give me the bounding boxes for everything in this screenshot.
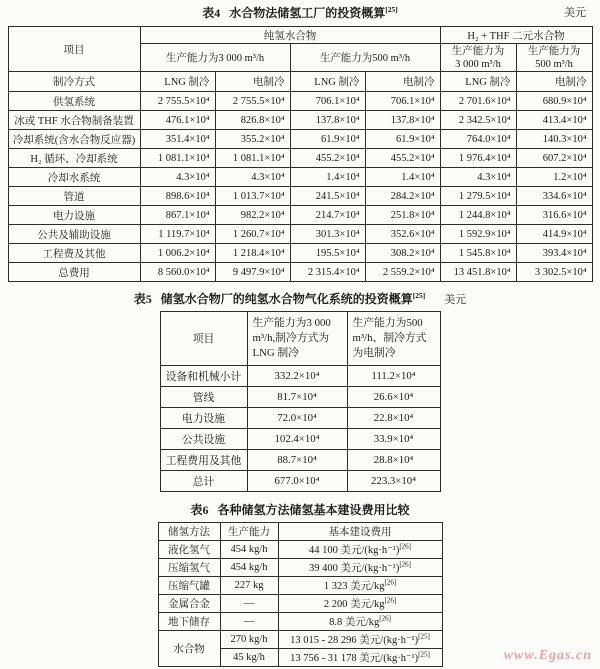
table5-caption-label: 表5 bbox=[133, 292, 152, 306]
table5-caption-ref: [25] bbox=[412, 291, 426, 300]
value-cell: 1.4×10⁴ bbox=[290, 168, 365, 187]
value-cell: 607.2×10⁴ bbox=[516, 149, 592, 168]
value-cell: 414.9×10⁴ bbox=[516, 225, 592, 244]
value-cell: 706.1×10⁴ bbox=[365, 92, 440, 111]
row-label: 设备和机械小计 bbox=[160, 366, 247, 387]
value-cell: 308.2×10⁴ bbox=[365, 244, 440, 263]
capacity-cell: — bbox=[220, 595, 278, 613]
row-label: 冷却水系统 bbox=[8, 168, 140, 187]
value-cell: 982.2×10⁴ bbox=[215, 206, 290, 225]
cost-ref: [26] bbox=[379, 614, 391, 623]
table5-caption bbox=[0, 291, 600, 307]
table6-row-compressed-tank bbox=[158, 577, 442, 595]
table6-row-liquefied-h2 bbox=[158, 541, 442, 559]
cost-ref: [25] bbox=[418, 650, 430, 659]
table4-row-h2-cycle bbox=[8, 149, 592, 168]
capacity-cell: 270 kg/h bbox=[220, 631, 278, 649]
table6-caption bbox=[0, 502, 600, 518]
value-cell: 680.9×10⁴ bbox=[516, 92, 592, 111]
table4-cooling-cell: 电制冷 bbox=[215, 72, 290, 92]
table5-gasification-table bbox=[160, 311, 441, 492]
value-cell: 476.1×10⁴ bbox=[140, 111, 215, 130]
row-label: 公共设施 bbox=[160, 429, 247, 450]
cost-value: 1 323 美元/kg bbox=[323, 581, 385, 592]
table5-row-public bbox=[160, 429, 440, 450]
value-cell: 1 218.4×10⁴ bbox=[215, 244, 290, 263]
value-cell: 2 315.4×10⁴ bbox=[290, 263, 365, 282]
table5-col2-header bbox=[347, 312, 440, 366]
table5-row-engineering bbox=[160, 450, 440, 471]
cost-cell bbox=[278, 649, 442, 667]
value-cell: 355.2×10⁴ bbox=[215, 130, 290, 149]
capacity-cell: — bbox=[220, 613, 278, 631]
table4-row-engineering bbox=[8, 244, 592, 263]
header-line: 为电制冷 bbox=[352, 347, 396, 359]
value-cell: 8 560.0×10⁴ bbox=[140, 263, 215, 282]
value-cell: 2 701.6×10⁴ bbox=[440, 92, 516, 111]
value-cell: 140.3×10⁴ bbox=[516, 130, 592, 149]
capacity-cell: 227 kg bbox=[220, 577, 278, 595]
header-line: m³/h,制冷方式为 bbox=[252, 332, 330, 344]
value-cell: 706.1×10⁴ bbox=[290, 92, 365, 111]
value-cell: 677.0×10⁴ bbox=[247, 471, 347, 492]
value-cell: 3 302.5×10⁴ bbox=[516, 263, 592, 282]
table4-row-cooling-system bbox=[8, 130, 592, 149]
table5-caption-title: 储氢水合物厂的纯氢水合物气化系统的投资概算 bbox=[160, 292, 413, 306]
capacity-cell: 454 kg/h bbox=[220, 559, 278, 577]
value-cell: 223.3×10⁴ bbox=[347, 471, 440, 492]
value-cell: 455.2×10⁴ bbox=[290, 149, 365, 168]
table4-thf-capacity-500-header bbox=[516, 44, 592, 72]
value-cell: 137.8×10⁴ bbox=[290, 111, 365, 130]
cost-ref: [26] bbox=[399, 542, 412, 551]
value-cell: 826.8×10⁴ bbox=[215, 111, 290, 130]
value-cell: 352.6×10⁴ bbox=[365, 225, 440, 244]
table5-col1-header bbox=[247, 312, 347, 366]
value-cell: 61.9×10⁴ bbox=[290, 130, 365, 149]
table5-row-electric bbox=[160, 408, 440, 429]
value-cell: 214.7×10⁴ bbox=[290, 206, 365, 225]
row-label: 冰或 THF 水合物制备装置 bbox=[8, 111, 140, 130]
row-label: 压缩气罐 bbox=[158, 577, 220, 595]
row-label: 管道 bbox=[8, 187, 140, 206]
value-cell: 251.8×10⁴ bbox=[365, 206, 440, 225]
cost-ref: [26] bbox=[399, 560, 412, 569]
egas-watermark: www.Egas.cn bbox=[503, 648, 592, 663]
cost-value: 8.8 美元/kg bbox=[329, 617, 380, 628]
value-cell: 13 451.8×10⁴ bbox=[440, 263, 516, 282]
table6-cost-header: 基本建设费用 bbox=[278, 523, 442, 541]
value-cell: 1 260.7×10⁴ bbox=[215, 225, 290, 244]
cost-cell bbox=[278, 595, 442, 613]
table4-row-ice-thf-prep bbox=[8, 111, 592, 130]
value-cell: 1 006.2×10⁴ bbox=[140, 244, 215, 263]
table4-cooling-cell: 电制冷 bbox=[365, 72, 440, 92]
value-cell: 1.4×10⁴ bbox=[365, 168, 440, 187]
table4-unit-label: 美元 bbox=[564, 7, 586, 19]
value-cell: 284.2×10⁴ bbox=[365, 187, 440, 206]
row-label: 公共及辅助设施 bbox=[8, 225, 140, 244]
value-cell: 241.5×10⁴ bbox=[290, 187, 365, 206]
table6-row-metal-alloy bbox=[158, 595, 442, 613]
cost-cell bbox=[278, 577, 442, 595]
value-cell: 22.8×10⁴ bbox=[347, 408, 440, 429]
header-line: 生产能力为3 000 bbox=[252, 317, 331, 329]
row-label: 水合物 bbox=[158, 631, 220, 667]
value-cell: 413.4×10⁴ bbox=[516, 111, 592, 130]
table4-caption-ref: [25] bbox=[385, 5, 398, 14]
table4-header-row-1 bbox=[8, 27, 592, 44]
value-cell: 28.8×10⁴ bbox=[347, 450, 440, 471]
row-label: 工程费及其他 bbox=[8, 244, 140, 263]
row-label: H₂ 循环、冷却系统 bbox=[8, 149, 140, 168]
header-line: 3 000 m³/h bbox=[455, 58, 501, 70]
table4-caption bbox=[0, 5, 600, 21]
value-cell: 1.2×10⁴ bbox=[516, 168, 592, 187]
table6-capacity-header: 生产能力 bbox=[220, 523, 278, 541]
value-cell: 898.6×10⁴ bbox=[140, 187, 215, 206]
table4-cooling-method-row bbox=[8, 72, 592, 92]
row-label: 地下储存 bbox=[158, 613, 220, 631]
value-cell: 111.2×10⁴ bbox=[347, 366, 440, 387]
table6-row-underground bbox=[158, 613, 442, 631]
cost-ref: [25] bbox=[418, 632, 430, 641]
table4-cooling-label: 制冷方式 bbox=[8, 72, 140, 92]
row-label: 总计 bbox=[160, 471, 247, 492]
value-cell: 1 081.1×10⁴ bbox=[215, 149, 290, 168]
cost-value: 13 756 - 31 178 美元/(kg·h⁻¹) bbox=[290, 653, 419, 664]
value-cell: 81.7×10⁴ bbox=[247, 387, 347, 408]
value-cell: 2 755.5×10⁴ bbox=[140, 92, 215, 111]
table4-cooling-cell: LNG 制冷 bbox=[140, 72, 215, 92]
capacity-cell: 454 kg/h bbox=[220, 541, 278, 559]
table4-item-header: 项目 bbox=[8, 27, 140, 72]
value-cell: 1 592.9×10⁴ bbox=[440, 225, 516, 244]
value-cell: 1 545.8×10⁴ bbox=[440, 244, 516, 263]
cost-ref: [26] bbox=[384, 578, 397, 587]
value-cell: 33.9×10⁴ bbox=[347, 429, 440, 450]
table4-row-piping bbox=[8, 187, 592, 206]
value-cell: 1 976.4×10⁴ bbox=[440, 149, 516, 168]
value-cell: 332.2×10⁴ bbox=[247, 366, 347, 387]
value-cell: 9 497.9×10⁴ bbox=[215, 263, 290, 282]
table5-row-total bbox=[160, 471, 440, 492]
table4-capacity-500-header: 生产能力为500 m³/h bbox=[290, 44, 440, 72]
row-label: 供氢系统 bbox=[8, 92, 140, 111]
value-cell: 4.3×10⁴ bbox=[440, 168, 516, 187]
value-cell: 1 244.8×10⁴ bbox=[440, 206, 516, 225]
row-label: 管线 bbox=[160, 387, 247, 408]
table4-group-pure-hydrate: 纯氢水合物 bbox=[140, 27, 440, 44]
value-cell: 393.4×10⁴ bbox=[516, 244, 592, 263]
value-cell: 1 119.7×10⁴ bbox=[140, 225, 215, 244]
row-label: 压缩氢气 bbox=[158, 559, 220, 577]
table4-row-electric bbox=[8, 206, 592, 225]
header-line: 生产能力为 bbox=[451, 45, 505, 57]
value-cell: 455.2×10⁴ bbox=[365, 149, 440, 168]
row-label: 电力设施 bbox=[8, 206, 140, 225]
value-cell: 1 013.7×10⁴ bbox=[215, 187, 290, 206]
table4-row-public-aux bbox=[8, 225, 592, 244]
table4-caption-label: 表4 bbox=[202, 6, 221, 20]
value-cell: 1 081.1×10⁴ bbox=[140, 149, 215, 168]
table5-item-header: 项目 bbox=[160, 312, 247, 366]
cost-cell bbox=[278, 559, 442, 577]
value-cell: 764.0×10⁴ bbox=[440, 130, 516, 149]
value-cell: 4.3×10⁴ bbox=[140, 168, 215, 187]
row-label: 金属合金 bbox=[158, 595, 220, 613]
value-cell: 88.7×10⁴ bbox=[247, 450, 347, 471]
table4-caption-title: 水合物法储氢工厂的投资概算 bbox=[229, 6, 386, 20]
row-label: 总费用 bbox=[8, 263, 140, 282]
table5-row-pipeline bbox=[160, 387, 440, 408]
value-cell: 351.4×10⁴ bbox=[140, 130, 215, 149]
value-cell: 137.8×10⁴ bbox=[365, 111, 440, 130]
value-cell: 26.6×10⁴ bbox=[347, 387, 440, 408]
capacity-cell: 45 kg/h bbox=[220, 649, 278, 667]
value-cell: 1 279.5×10⁴ bbox=[440, 187, 516, 206]
row-label: 冷却系统(含水合物反应器) bbox=[8, 130, 140, 149]
table6-caption-label: 表6 bbox=[190, 503, 209, 517]
table6-header-row bbox=[158, 523, 442, 541]
value-cell: 2 755.5×10⁴ bbox=[215, 92, 290, 111]
cost-cell bbox=[278, 631, 442, 649]
value-cell: 195.5×10⁴ bbox=[290, 244, 365, 263]
table5-row-equipment bbox=[160, 366, 440, 387]
header-line: 500 m³/h bbox=[535, 58, 573, 70]
table4-row-total bbox=[8, 263, 592, 282]
table6-row-compressed-h2 bbox=[158, 559, 442, 577]
cost-ref: [26] bbox=[384, 596, 397, 605]
value-cell: 2 559.2×10⁴ bbox=[365, 263, 440, 282]
table4-investment-table bbox=[8, 26, 593, 282]
table4-cooling-cell: LNG 制冷 bbox=[440, 72, 516, 92]
table4-row-h2-supply bbox=[8, 92, 592, 111]
table4-row-cooling-water bbox=[8, 168, 592, 187]
table6-method-header: 储氢方法 bbox=[158, 523, 220, 541]
cost-value: 44 100 美元/(kg·h⁻¹) bbox=[308, 545, 400, 556]
header-line: m³/h、制冷方式 bbox=[352, 332, 427, 344]
header-line: 生产能力为500 bbox=[352, 317, 423, 329]
cost-cell bbox=[278, 613, 442, 631]
row-label: 电力设施 bbox=[160, 408, 247, 429]
value-cell: 61.9×10⁴ bbox=[365, 130, 440, 149]
table5-unit-label: 美元 bbox=[444, 294, 467, 306]
header-line: 生产能力为 bbox=[527, 45, 581, 57]
cost-value: 2 200 美元/kg bbox=[323, 599, 385, 610]
table4-cooling-cell: 电制冷 bbox=[516, 72, 592, 92]
table4-thf-capacity-3000-header bbox=[440, 44, 516, 72]
row-label: 液化氢气 bbox=[158, 541, 220, 559]
cost-value: 13 015 - 28 296 美元/(kg·h⁻¹) bbox=[290, 635, 419, 646]
value-cell: 334.6×10⁴ bbox=[516, 187, 592, 206]
cost-value: 39 400 美元/(kg·h⁻¹) bbox=[308, 563, 400, 574]
table6-comparison-table bbox=[158, 522, 443, 667]
value-cell: 867.1×10⁴ bbox=[140, 206, 215, 225]
table6-row-hydrate-270 bbox=[158, 631, 442, 649]
header-line: LNG 制冷 bbox=[252, 347, 299, 359]
value-cell: 72.0×10⁴ bbox=[247, 408, 347, 429]
value-cell: 4.3×10⁴ bbox=[215, 168, 290, 187]
value-cell: 102.4×10⁴ bbox=[247, 429, 347, 450]
cost-cell bbox=[278, 541, 442, 559]
value-cell: 2 342.5×10⁴ bbox=[440, 111, 516, 130]
table5-header-row bbox=[160, 312, 440, 366]
table4-group-h2-thf: H₂ + THF 二元水合物 bbox=[440, 27, 592, 44]
value-cell: 316.6×10⁴ bbox=[516, 206, 592, 225]
row-label: 工程费用及其他 bbox=[160, 450, 247, 471]
table4-cooling-cell: LNG 制冷 bbox=[290, 72, 365, 92]
value-cell: 301.3×10⁴ bbox=[290, 225, 365, 244]
table4-capacity-3000-header: 生产能力为3 000 m³/h bbox=[140, 44, 290, 72]
table6-caption-title: 各种储氢方法储氢基本建设费用比较 bbox=[217, 503, 410, 517]
